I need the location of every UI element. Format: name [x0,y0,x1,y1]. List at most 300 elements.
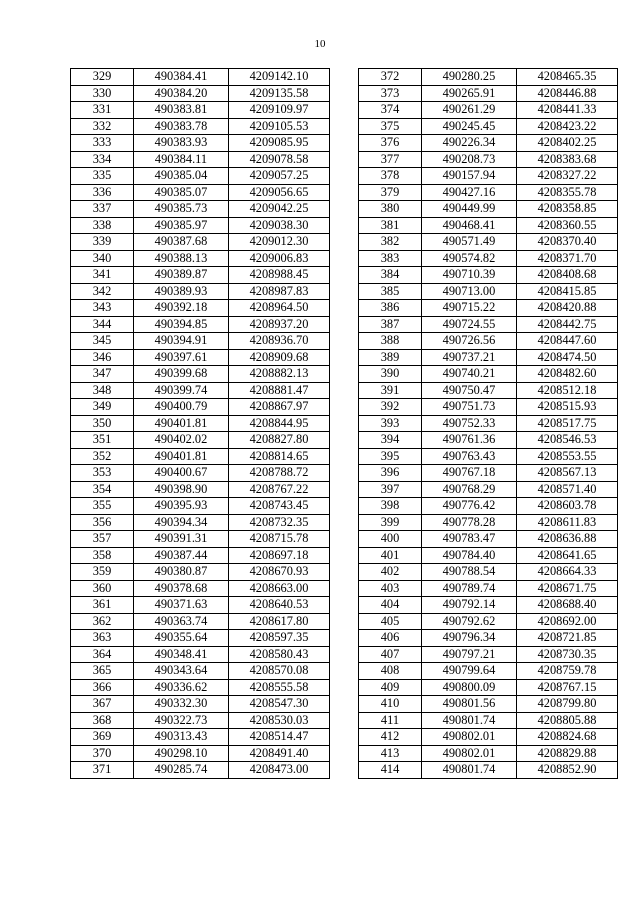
table-row [71,630,330,647]
x-coordinate-cell: 490571.49 [422,234,517,251]
table-row [359,234,618,251]
x-coordinate-cell: 490724.55 [422,316,517,333]
y-coordinate-cell: 4208355.78 [517,184,618,201]
table-row [71,201,330,218]
table-row [71,184,330,201]
y-coordinate-cell: 4208547.30 [229,696,330,713]
table-row [71,151,330,168]
point-number-cell: 371 [71,762,134,779]
y-coordinate-cell: 4208988.45 [229,267,330,284]
table-row [71,399,330,416]
x-coordinate-cell: 490394.34 [134,514,229,531]
point-number-cell: 369 [71,729,134,746]
point-number-cell: 338 [71,217,134,234]
table-row [359,448,618,465]
table-row [359,168,618,185]
point-number-cell: 393 [359,415,422,432]
point-number-cell: 378 [359,168,422,185]
table-row [71,283,330,300]
x-coordinate-cell: 490157.94 [422,168,517,185]
point-number-cell: 356 [71,514,134,531]
y-coordinate-cell: 4208844.95 [229,415,330,432]
table-row [359,135,618,152]
table-row [359,102,618,119]
y-coordinate-cell: 4208546.53 [517,432,618,449]
y-coordinate-cell: 4208987.83 [229,283,330,300]
x-coordinate-cell: 490750.47 [422,382,517,399]
x-coordinate-cell: 490383.78 [134,118,229,135]
y-coordinate-cell: 4208688.40 [517,597,618,614]
x-coordinate-cell: 490761.36 [422,432,517,449]
table-row [359,465,618,482]
y-coordinate-cell: 4208370.40 [517,234,618,251]
point-number-cell: 337 [71,201,134,218]
y-coordinate-cell: 4208358.85 [517,201,618,218]
x-coordinate-cell: 490378.68 [134,580,229,597]
x-coordinate-cell: 490336.62 [134,679,229,696]
table-row [71,597,330,614]
y-coordinate-cell: 4208402.25 [517,135,618,152]
table-row [71,69,330,86]
y-coordinate-cell: 4209042.25 [229,201,330,218]
table-row [71,448,330,465]
table-row [71,234,330,251]
y-coordinate-cell: 4208423.22 [517,118,618,135]
x-coordinate-cell: 490801.56 [422,696,517,713]
table-row [71,481,330,498]
y-coordinate-cell: 4208664.33 [517,564,618,581]
table-row [359,366,618,383]
y-coordinate-cell: 4208327.22 [517,168,618,185]
x-coordinate-cell: 490391.31 [134,531,229,548]
x-coordinate-cell: 490740.21 [422,366,517,383]
y-coordinate-cell: 4209105.53 [229,118,330,135]
y-coordinate-cell: 4208937.20 [229,316,330,333]
point-number-cell: 348 [71,382,134,399]
x-coordinate-cell: 490792.14 [422,597,517,614]
x-coordinate-cell: 490401.81 [134,448,229,465]
y-coordinate-cell: 4208603.78 [517,498,618,515]
point-number-cell: 355 [71,498,134,515]
y-coordinate-cell: 4208465.35 [517,69,618,86]
x-coordinate-cell: 490355.64 [134,630,229,647]
point-number-cell: 383 [359,250,422,267]
point-number-cell: 405 [359,613,422,630]
table-row [359,531,618,548]
x-coordinate-cell: 490427.16 [422,184,517,201]
point-number-cell: 381 [359,217,422,234]
table-row [359,630,618,647]
x-coordinate-cell: 490449.99 [422,201,517,218]
y-coordinate-cell: 4208446.88 [517,85,618,102]
point-number-cell: 404 [359,597,422,614]
point-number-cell: 385 [359,283,422,300]
x-coordinate-cell: 490385.97 [134,217,229,234]
x-coordinate-cell: 490388.13 [134,250,229,267]
table-row [71,564,330,581]
table-row [71,168,330,185]
point-number-cell: 401 [359,547,422,564]
x-coordinate-cell: 490343.64 [134,663,229,680]
y-coordinate-cell: 4208482.60 [517,366,618,383]
y-coordinate-cell: 4208824.68 [517,729,618,746]
y-coordinate-cell: 4209109.97 [229,102,330,119]
x-coordinate-cell: 490799.64 [422,663,517,680]
point-number-cell: 358 [71,547,134,564]
table-row [71,762,330,779]
table-row [359,85,618,102]
x-coordinate-cell: 490226.34 [422,135,517,152]
table-row [71,465,330,482]
point-number-cell: 377 [359,151,422,168]
x-coordinate-cell: 490402.02 [134,432,229,449]
point-number-cell: 331 [71,102,134,119]
x-coordinate-cell: 490383.93 [134,135,229,152]
y-coordinate-cell: 4208580.43 [229,646,330,663]
table-row [359,250,618,267]
x-coordinate-cell: 490265.91 [422,85,517,102]
x-coordinate-cell: 490387.68 [134,234,229,251]
table-row [359,69,618,86]
y-coordinate-cell: 4208442.75 [517,316,618,333]
table-row [71,514,330,531]
y-coordinate-cell: 4208715.78 [229,531,330,548]
x-coordinate-cell: 490796.34 [422,630,517,647]
table-row [71,712,330,729]
point-number-cell: 336 [71,184,134,201]
point-number-cell: 373 [359,85,422,102]
y-coordinate-cell: 4208517.75 [517,415,618,432]
point-number-cell: 340 [71,250,134,267]
y-coordinate-cell: 4208909.68 [229,349,330,366]
x-coordinate-cell: 490313.43 [134,729,229,746]
x-coordinate-cell: 490389.93 [134,283,229,300]
x-coordinate-cell: 490397.61 [134,349,229,366]
y-coordinate-cell: 4208408.68 [517,267,618,284]
y-coordinate-cell: 4208671.75 [517,580,618,597]
table-row [359,745,618,762]
y-coordinate-cell: 4209085.95 [229,135,330,152]
table-row [359,498,618,515]
x-coordinate-cell: 490400.79 [134,399,229,416]
y-coordinate-cell: 4208805.88 [517,712,618,729]
table-row [359,217,618,234]
y-coordinate-cell: 4209012.30 [229,234,330,251]
point-number-cell: 407 [359,646,422,663]
point-number-cell: 413 [359,745,422,762]
coordinates-table-left [70,68,330,779]
x-coordinate-cell: 490384.11 [134,151,229,168]
point-number-cell: 375 [359,118,422,135]
y-coordinate-cell: 4208441.33 [517,102,618,119]
point-number-cell: 388 [359,333,422,350]
table-row [359,696,618,713]
x-coordinate-cell: 490789.74 [422,580,517,597]
y-coordinate-cell: 4208881.47 [229,382,330,399]
point-number-cell: 362 [71,613,134,630]
table-row [71,580,330,597]
y-coordinate-cell: 4208617.80 [229,613,330,630]
table-row [71,333,330,350]
table-row [71,382,330,399]
y-coordinate-cell: 4208415.85 [517,283,618,300]
y-coordinate-cell: 4208571.40 [517,481,618,498]
point-number-cell: 343 [71,300,134,317]
x-coordinate-cell: 490776.42 [422,498,517,515]
y-coordinate-cell: 4208371.70 [517,250,618,267]
x-coordinate-cell: 490751.73 [422,399,517,416]
y-coordinate-cell: 4208474.50 [517,349,618,366]
y-coordinate-cell: 4208721.85 [517,630,618,647]
table-row [359,712,618,729]
coordinates-table-left-body [71,69,330,779]
x-coordinate-cell: 490322.73 [134,712,229,729]
y-coordinate-cell: 4208730.35 [517,646,618,663]
x-coordinate-cell: 490399.74 [134,382,229,399]
y-coordinate-cell: 4208936.70 [229,333,330,350]
x-coordinate-cell: 490710.39 [422,267,517,284]
y-coordinate-cell: 4208491.40 [229,745,330,762]
table-row [71,217,330,234]
table-row [359,382,618,399]
point-number-cell: 363 [71,630,134,647]
point-number-cell: 359 [71,564,134,581]
x-coordinate-cell: 490767.18 [422,465,517,482]
y-coordinate-cell: 4208420.88 [517,300,618,317]
point-number-cell: 379 [359,184,422,201]
point-number-cell: 376 [359,135,422,152]
y-coordinate-cell: 4209057.25 [229,168,330,185]
x-coordinate-cell: 490788.54 [422,564,517,581]
table-row [71,547,330,564]
x-coordinate-cell: 490801.74 [422,762,517,779]
point-number-cell: 335 [71,168,134,185]
y-coordinate-cell: 4208743.45 [229,498,330,515]
y-coordinate-cell: 4209038.30 [229,217,330,234]
x-coordinate-cell: 490783.47 [422,531,517,548]
x-coordinate-cell: 490395.93 [134,498,229,515]
point-number-cell: 397 [359,481,422,498]
y-coordinate-cell: 4208447.60 [517,333,618,350]
x-coordinate-cell: 490348.41 [134,646,229,663]
table-row [71,415,330,432]
y-coordinate-cell: 4209142.10 [229,69,330,86]
y-coordinate-cell: 4208473.00 [229,762,330,779]
y-coordinate-cell: 4208360.55 [517,217,618,234]
table-row [359,597,618,614]
table-row [71,498,330,515]
x-coordinate-cell: 490387.44 [134,547,229,564]
coordinates-table-right-body [359,69,618,779]
table-row [71,85,330,102]
point-number-cell: 330 [71,85,134,102]
y-coordinate-cell: 4208827.80 [229,432,330,449]
x-coordinate-cell: 490401.81 [134,415,229,432]
table-row [359,333,618,350]
x-coordinate-cell: 490801.74 [422,712,517,729]
y-coordinate-cell: 4208640.53 [229,597,330,614]
x-coordinate-cell: 490784.40 [422,547,517,564]
x-coordinate-cell: 490797.21 [422,646,517,663]
x-coordinate-cell: 490384.41 [134,69,229,86]
x-coordinate-cell: 490399.68 [134,366,229,383]
x-coordinate-cell: 490737.21 [422,349,517,366]
point-number-cell: 412 [359,729,422,746]
x-coordinate-cell: 490245.45 [422,118,517,135]
point-number-cell: 392 [359,399,422,416]
table-row [359,646,618,663]
table-row [359,300,618,317]
table-row [359,316,618,333]
table-row [359,349,618,366]
point-number-cell: 394 [359,432,422,449]
table-row [359,184,618,201]
y-coordinate-cell: 4208882.13 [229,366,330,383]
point-number-cell: 399 [359,514,422,531]
x-coordinate-cell: 490752.33 [422,415,517,432]
point-number-cell: 390 [359,366,422,383]
table-row [71,366,330,383]
y-coordinate-cell: 4208570.08 [229,663,330,680]
point-number-cell: 400 [359,531,422,548]
x-coordinate-cell: 490208.73 [422,151,517,168]
y-coordinate-cell: 4208767.15 [517,679,618,696]
point-number-cell: 398 [359,498,422,515]
y-coordinate-cell: 4209006.83 [229,250,330,267]
point-number-cell: 339 [71,234,134,251]
x-coordinate-cell: 490384.20 [134,85,229,102]
x-coordinate-cell: 490385.07 [134,184,229,201]
table-row [71,679,330,696]
y-coordinate-cell: 4208829.88 [517,745,618,762]
point-number-cell: 341 [71,267,134,284]
table-row [71,745,330,762]
point-number-cell: 387 [359,316,422,333]
table-row [359,399,618,416]
y-coordinate-cell: 4208788.72 [229,465,330,482]
point-number-cell: 361 [71,597,134,614]
point-number-cell: 349 [71,399,134,416]
table-row [71,267,330,284]
x-coordinate-cell: 490371.63 [134,597,229,614]
table-row [71,102,330,119]
table-row [71,531,330,548]
table-row [71,135,330,152]
point-number-cell: 411 [359,712,422,729]
x-coordinate-cell: 490802.01 [422,729,517,746]
table-row [359,201,618,218]
table-row [71,349,330,366]
y-coordinate-cell: 4208697.18 [229,547,330,564]
table-row [359,118,618,135]
y-coordinate-cell: 4208663.00 [229,580,330,597]
point-number-cell: 347 [71,366,134,383]
point-number-cell: 364 [71,646,134,663]
table-row [359,267,618,284]
y-coordinate-cell: 4208512.18 [517,382,618,399]
table-row [359,415,618,432]
y-coordinate-cell: 4209056.65 [229,184,330,201]
point-number-cell: 409 [359,679,422,696]
y-coordinate-cell: 4208692.00 [517,613,618,630]
y-coordinate-cell: 4208641.65 [517,547,618,564]
x-coordinate-cell: 490468.41 [422,217,517,234]
y-coordinate-cell: 4208759.78 [517,663,618,680]
point-number-cell: 410 [359,696,422,713]
point-number-cell: 402 [359,564,422,581]
point-number-cell: 366 [71,679,134,696]
point-number-cell: 372 [359,69,422,86]
y-coordinate-cell: 4208567.13 [517,465,618,482]
table-row [359,564,618,581]
point-number-cell: 368 [71,712,134,729]
table-row [71,118,330,135]
page-number: 10 [314,38,326,50]
point-number-cell: 352 [71,448,134,465]
x-coordinate-cell: 490726.56 [422,333,517,350]
table-row [71,613,330,630]
x-coordinate-cell: 490385.73 [134,201,229,218]
y-coordinate-cell: 4208553.55 [517,448,618,465]
table-row [359,432,618,449]
table-row [359,762,618,779]
point-number-cell: 406 [359,630,422,647]
y-coordinate-cell: 4208670.93 [229,564,330,581]
point-number-cell: 367 [71,696,134,713]
point-number-cell: 382 [359,234,422,251]
x-coordinate-cell: 490363.74 [134,613,229,630]
x-coordinate-cell: 490768.29 [422,481,517,498]
point-number-cell: 391 [359,382,422,399]
point-number-cell: 357 [71,531,134,548]
x-coordinate-cell: 490261.29 [422,102,517,119]
x-coordinate-cell: 490802.01 [422,745,517,762]
point-number-cell: 345 [71,333,134,350]
x-coordinate-cell: 490392.18 [134,300,229,317]
table-row [359,729,618,746]
point-number-cell: 346 [71,349,134,366]
x-coordinate-cell: 490400.67 [134,465,229,482]
point-number-cell: 395 [359,448,422,465]
y-coordinate-cell: 4208530.03 [229,712,330,729]
x-coordinate-cell: 490394.85 [134,316,229,333]
table-row [71,696,330,713]
y-coordinate-cell: 4208814.65 [229,448,330,465]
table-row [71,729,330,746]
point-number-cell: 329 [71,69,134,86]
table-row [359,514,618,531]
y-coordinate-cell: 4208852.90 [517,762,618,779]
x-coordinate-cell: 490398.90 [134,481,229,498]
table-row [359,151,618,168]
point-number-cell: 365 [71,663,134,680]
x-coordinate-cell: 490383.81 [134,102,229,119]
x-coordinate-cell: 490792.62 [422,613,517,630]
x-coordinate-cell: 490285.74 [134,762,229,779]
x-coordinate-cell: 490332.30 [134,696,229,713]
point-number-cell: 334 [71,151,134,168]
x-coordinate-cell: 490380.87 [134,564,229,581]
y-coordinate-cell: 4209135.58 [229,85,330,102]
table-row [71,663,330,680]
y-coordinate-cell: 4208867.97 [229,399,330,416]
x-coordinate-cell: 490298.10 [134,745,229,762]
point-number-cell: 389 [359,349,422,366]
table-row [359,663,618,680]
y-coordinate-cell: 4208732.35 [229,514,330,531]
point-number-cell: 370 [71,745,134,762]
table-row [359,547,618,564]
